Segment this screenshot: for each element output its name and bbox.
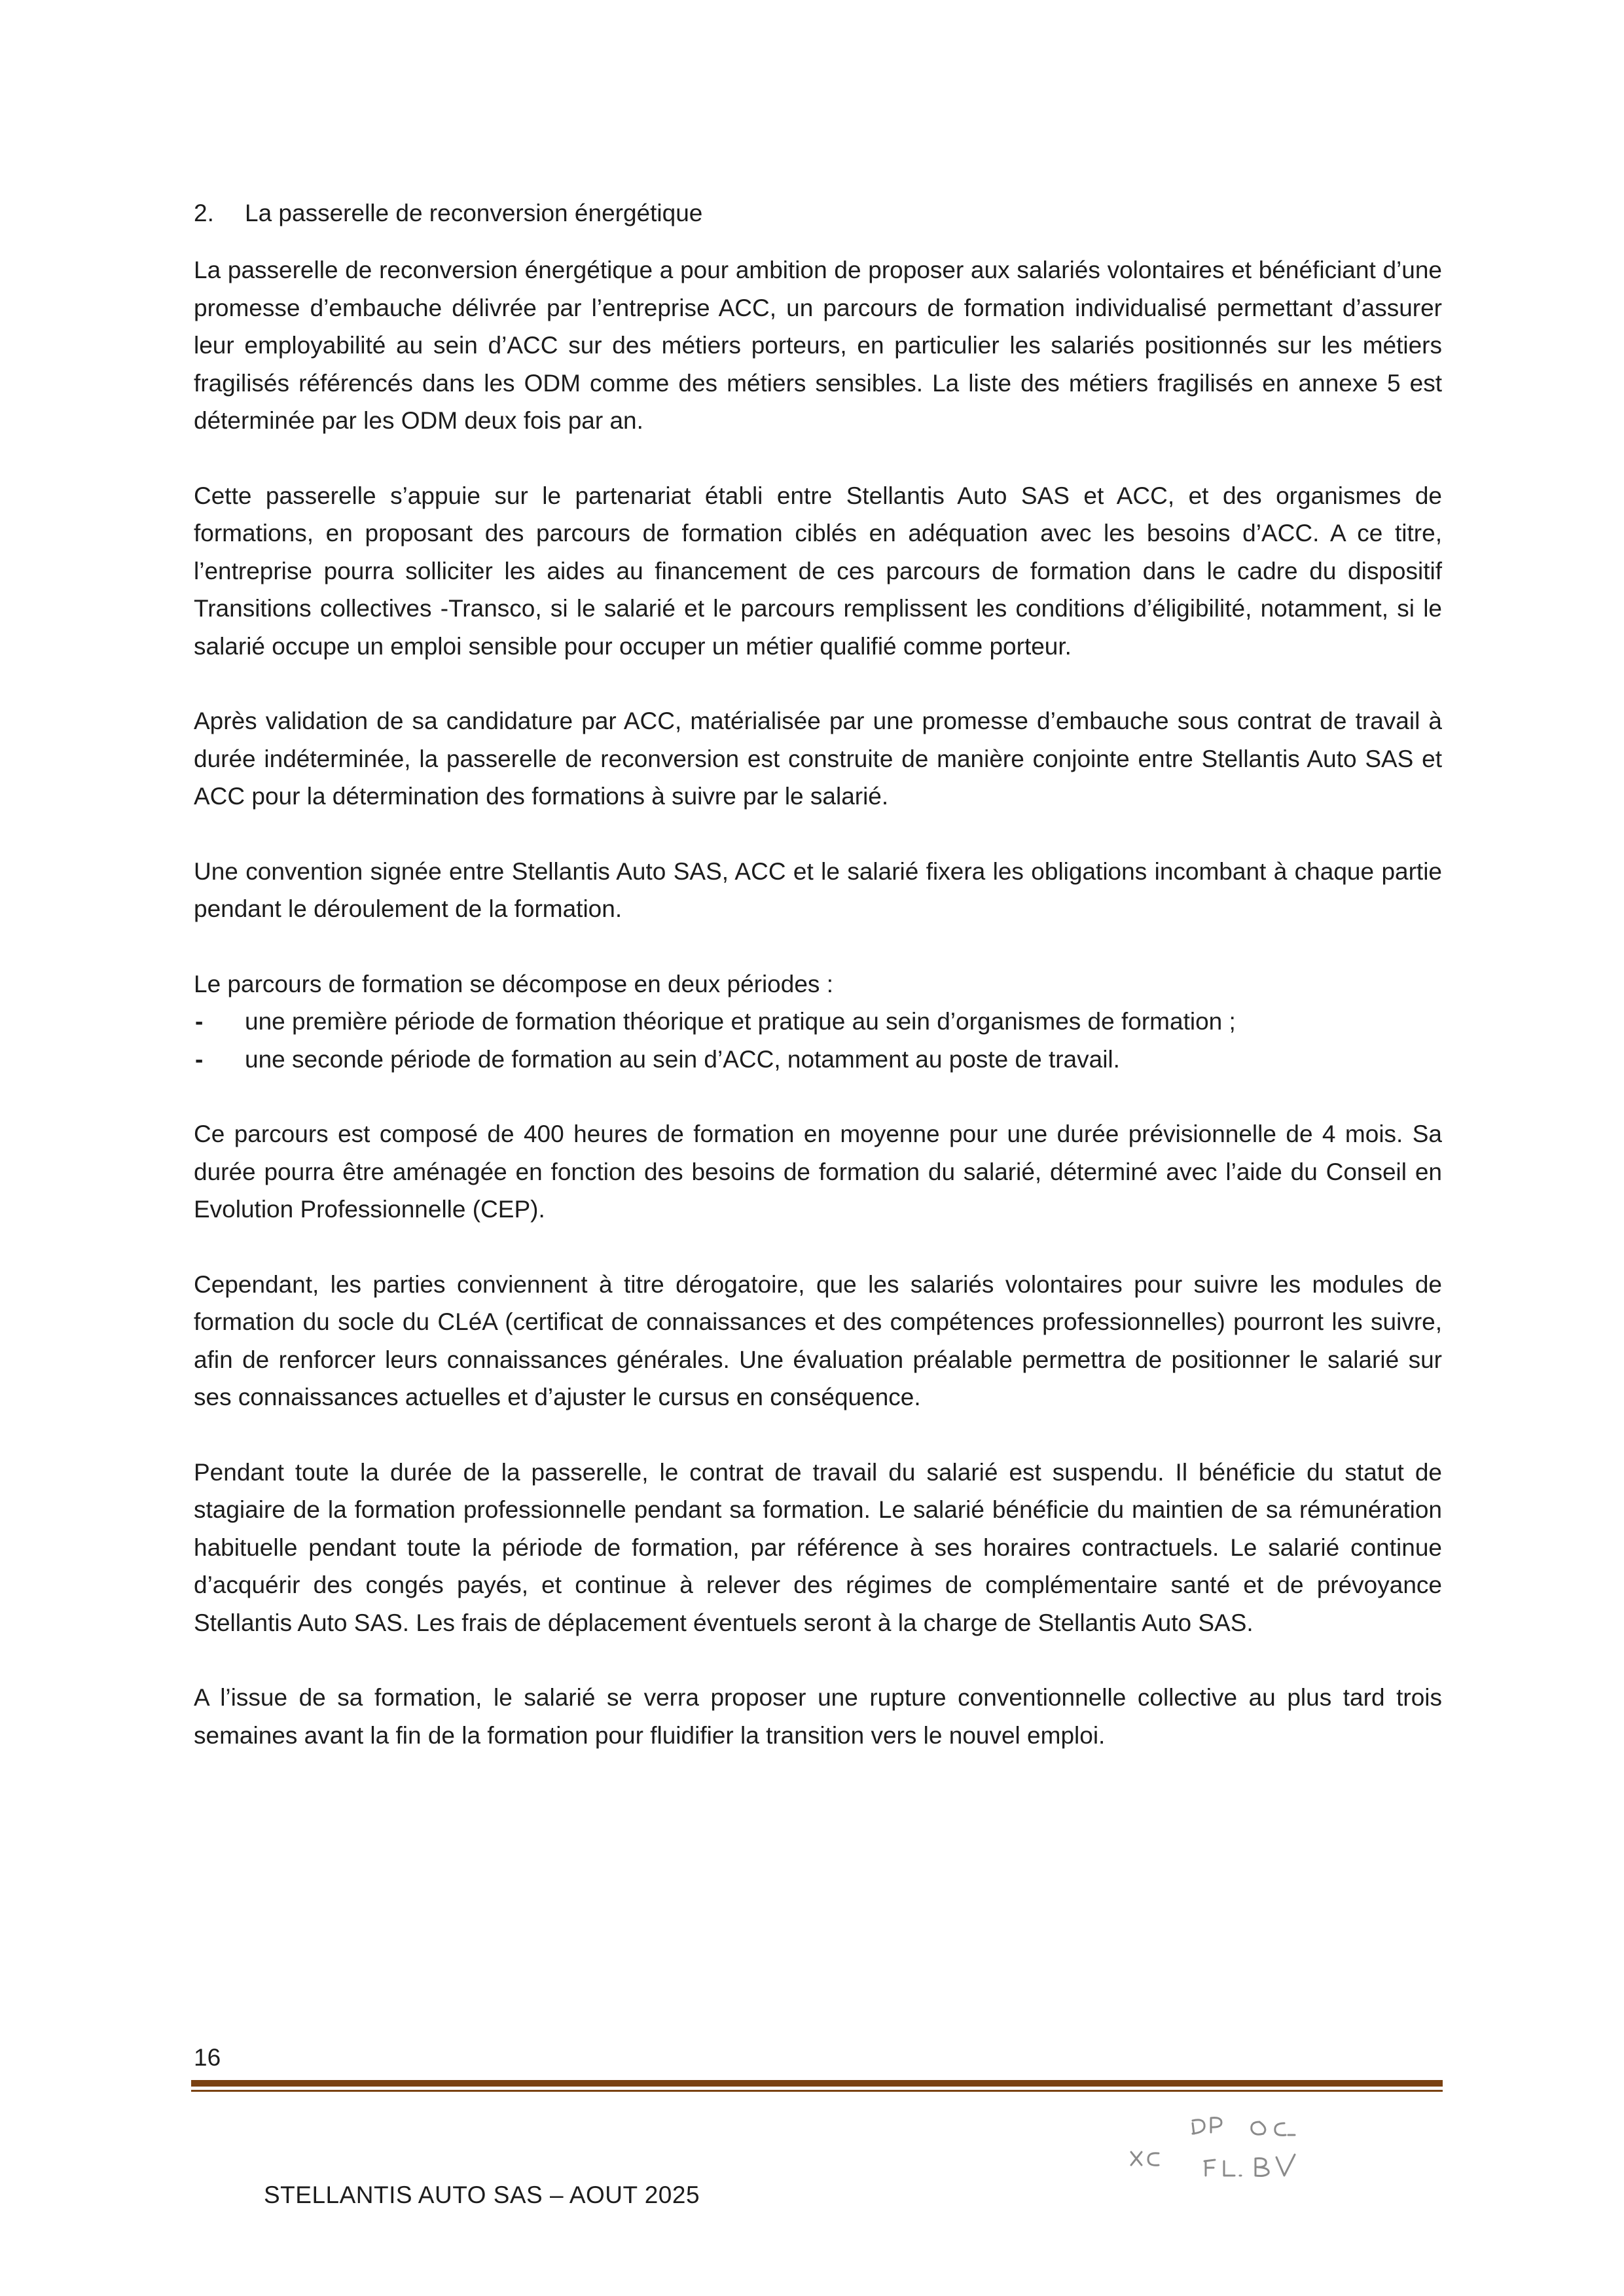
footer-company-date: STELLANTIS AUTO SAS – AOUT 2025 (264, 2181, 700, 2208)
paragraph: Pendant toute la durée de la passerelle, le contrat de travail du salarié est suspendu. Il bénéficie du statut de stagiaire de la formation professionnelle pendant sa formation. Le salarié bénéficie du maintien de sa rémunération habituelle pendant toute la période de formation, par référence à ses horaires contractuels. Le salarié continue d’acquérir des congés payés, et continue à relever des régimes de complémentaire santé et de prévoyance Stellantis Auto SAS. Les frais de déplacement éventuels seront à la charge de Stellantis Auto SAS. (194, 1458, 1442, 1636)
list-intro: Le parcours de formation se décompose en deux périodes : (194, 970, 833, 997)
paragraph: Une convention signée entre Stellantis Auto SAS, ACC et le salarié fixera les obligations incombant à chaque partie pendant le déroulement de la formation. (194, 857, 1442, 922)
paragraph: A l’issue de sa formation, le salarié se verra proposer une rupture conventionnelle collective au plus tard trois semaines avant la fin de la formation pour fluidifier la transition vers le nouvel emploi. (194, 1684, 1442, 1749)
list-item (194, 1003, 1442, 1041)
section-title: La passerelle de reconversion énergétique (245, 200, 703, 226)
list-dash-marker: - (195, 1008, 204, 1035)
list-item-text: une seconde période de formation au sein d’ACC, notamment au poste de travail. (245, 1045, 1120, 1073)
section-heading (194, 190, 1442, 237)
paragraph: Ce parcours est composé de 400 heures de formation en moyenne pour une durée prévisionnelle de 4 mois. Sa durée pourra être aménagée en fonction des besoins de formation du salarié, déterminé avec l’aide du Conseil en Evolution Professionnelle (CEP). (194, 1121, 1442, 1223)
paragraph: Cette passerelle s’appuie sur le partenariat établi entre Stellantis Auto SAS et ACC, et des organismes de formations, en proposant des parcours de formation ciblés en adéquation avec les besoins d’ACC. A ce titre, l’entreprise pourra solliciter les aides au financement de ces parcours de formation dans le cadre du dispositif Transitions collectives -Transco, si le salarié et le parcours remplissent les conditions d’éligibilité, notamment, si le salarié occupe un emploi sensible pour occuper un métier qualifié comme porteur. (194, 482, 1442, 660)
list-item (194, 1041, 1442, 1079)
footer-divider (191, 2080, 1443, 2087)
list-dash-marker: - (195, 1045, 204, 1073)
paragraph: Après validation de sa candidature par ACC, matérialisée par une promesse d’embauche sous contrat de travail à durée indéterminée, la passerelle de reconversion est construite de manière conjointe entre Stellantis Auto SAS et ACC pour la détermination des formations à suivre par le salarié. (194, 708, 1442, 810)
handwritten-initials-signature (1119, 2106, 1368, 2191)
page-content (194, 190, 1442, 1791)
training-periods-list (194, 1003, 1442, 1078)
footer-divider-thin (191, 2090, 1443, 2092)
page-number: 16 (194, 2044, 221, 2071)
section-number: 2. (194, 200, 214, 226)
paragraph: Cependant, les parties conviennent à titre dérogatoire, que les salariés volontaires pour suivre les modules de formation du socle du CLéA (certificat de connaissances et des compétences professionnelles) pourront les suivre, afin de renforcer leurs connaissances générales. Une évaluation préalable permettra de positionner le salarié sur ses connaissances actuelles et d’ajuster le cursus en conséquence. (194, 1270, 1442, 1410)
list-item-text: une première période de formation théorique et pratique au sein d’organismes de formation ; (245, 1008, 1236, 1035)
paragraph: La passerelle de reconversion énergétique a pour ambition de proposer aux salariés volontaires et bénéficiant d’une promesse d’embauche délivrée par l’entreprise ACC, un parcours de formation individualisé permettant d’assurer leur employabilité au sein d’ACC sur des métiers porteurs, en particulier les salariés positionnés sur les métiers fragilisés référencés dans les ODM comme des métiers sensibles. La liste des métiers fragilisés en annexe 5 est déterminée par les ODM deux fois par an. (194, 257, 1442, 434)
